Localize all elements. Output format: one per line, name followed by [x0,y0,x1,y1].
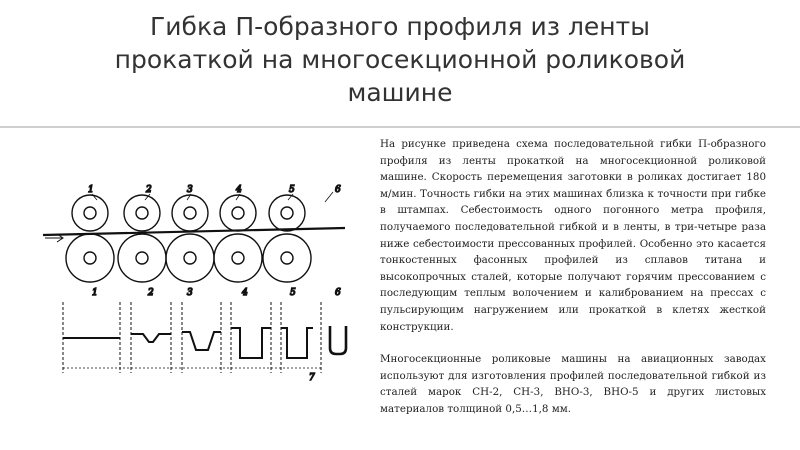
upper-rollers [72,195,305,231]
title-line-2: прокаткой на многосекционной роликовой [114,45,686,74]
description-paragraph-1: На рисунке приведена схема последовательной гибки П-образного профиля из ленты прокаткой на многосекционной роликовой машине. Скорость перемещения заготовки в роликах достигает 180 м/мин. Точность гибки на этих машинах близка к точности при гибке в штампах. Себестоимость одного погонного метра профиля, получаемого последовательной гибкой и в ленты, в три-четыре раза ниже себестоимости прессованных профилей. Особенно это касается тонкостенных фасонных профилей из сплавов титана и высокопрочных сталей, которые получают горячим прессованием с последующим теплым волочением и калиброванием на прессах с пульсирующим нагружением или прокаткой в клетях жесткой конструкции. [380,138,766,333]
stage-label-7: 7 [309,373,315,383]
description-text [380,136,766,418]
roller-machine-figure [35,178,360,383]
stand-label-1: 1 [88,185,94,195]
slide-title [40,10,760,109]
stand-label-2: 2 [146,185,152,195]
title-line-1: Гибка П-образного профиля из ленты [150,12,650,41]
stand-label-5: 5 [289,185,295,195]
stage-label-6: 6 [335,288,341,298]
stage-label-3: 3 [187,288,193,298]
stand-label-3: 3 [187,185,193,195]
roller-scheme-drawing [35,178,360,383]
stage-label-5: 5 [290,288,296,298]
stand-label-6: 6 [335,185,341,195]
stage-label-2: 2 [148,288,154,298]
stage-label-1: 1 [92,288,98,298]
stage-label-4: 4 [242,288,248,298]
title-line-3: машине [347,78,453,107]
stand-label-4: 4 [236,185,242,195]
lower-rollers [66,234,311,282]
title-divider [0,126,800,128]
profile-stages [63,326,346,358]
description-paragraph-2: Многосекционные роликовые машины на авиационных заводах используют для изготовления профилей последовательной гибкой из сталей марок СН-2, СН-3, ВНО-3, ВНО-5 и других листовых материалов толщиной 0,5…1,8 мм. [380,353,766,415]
